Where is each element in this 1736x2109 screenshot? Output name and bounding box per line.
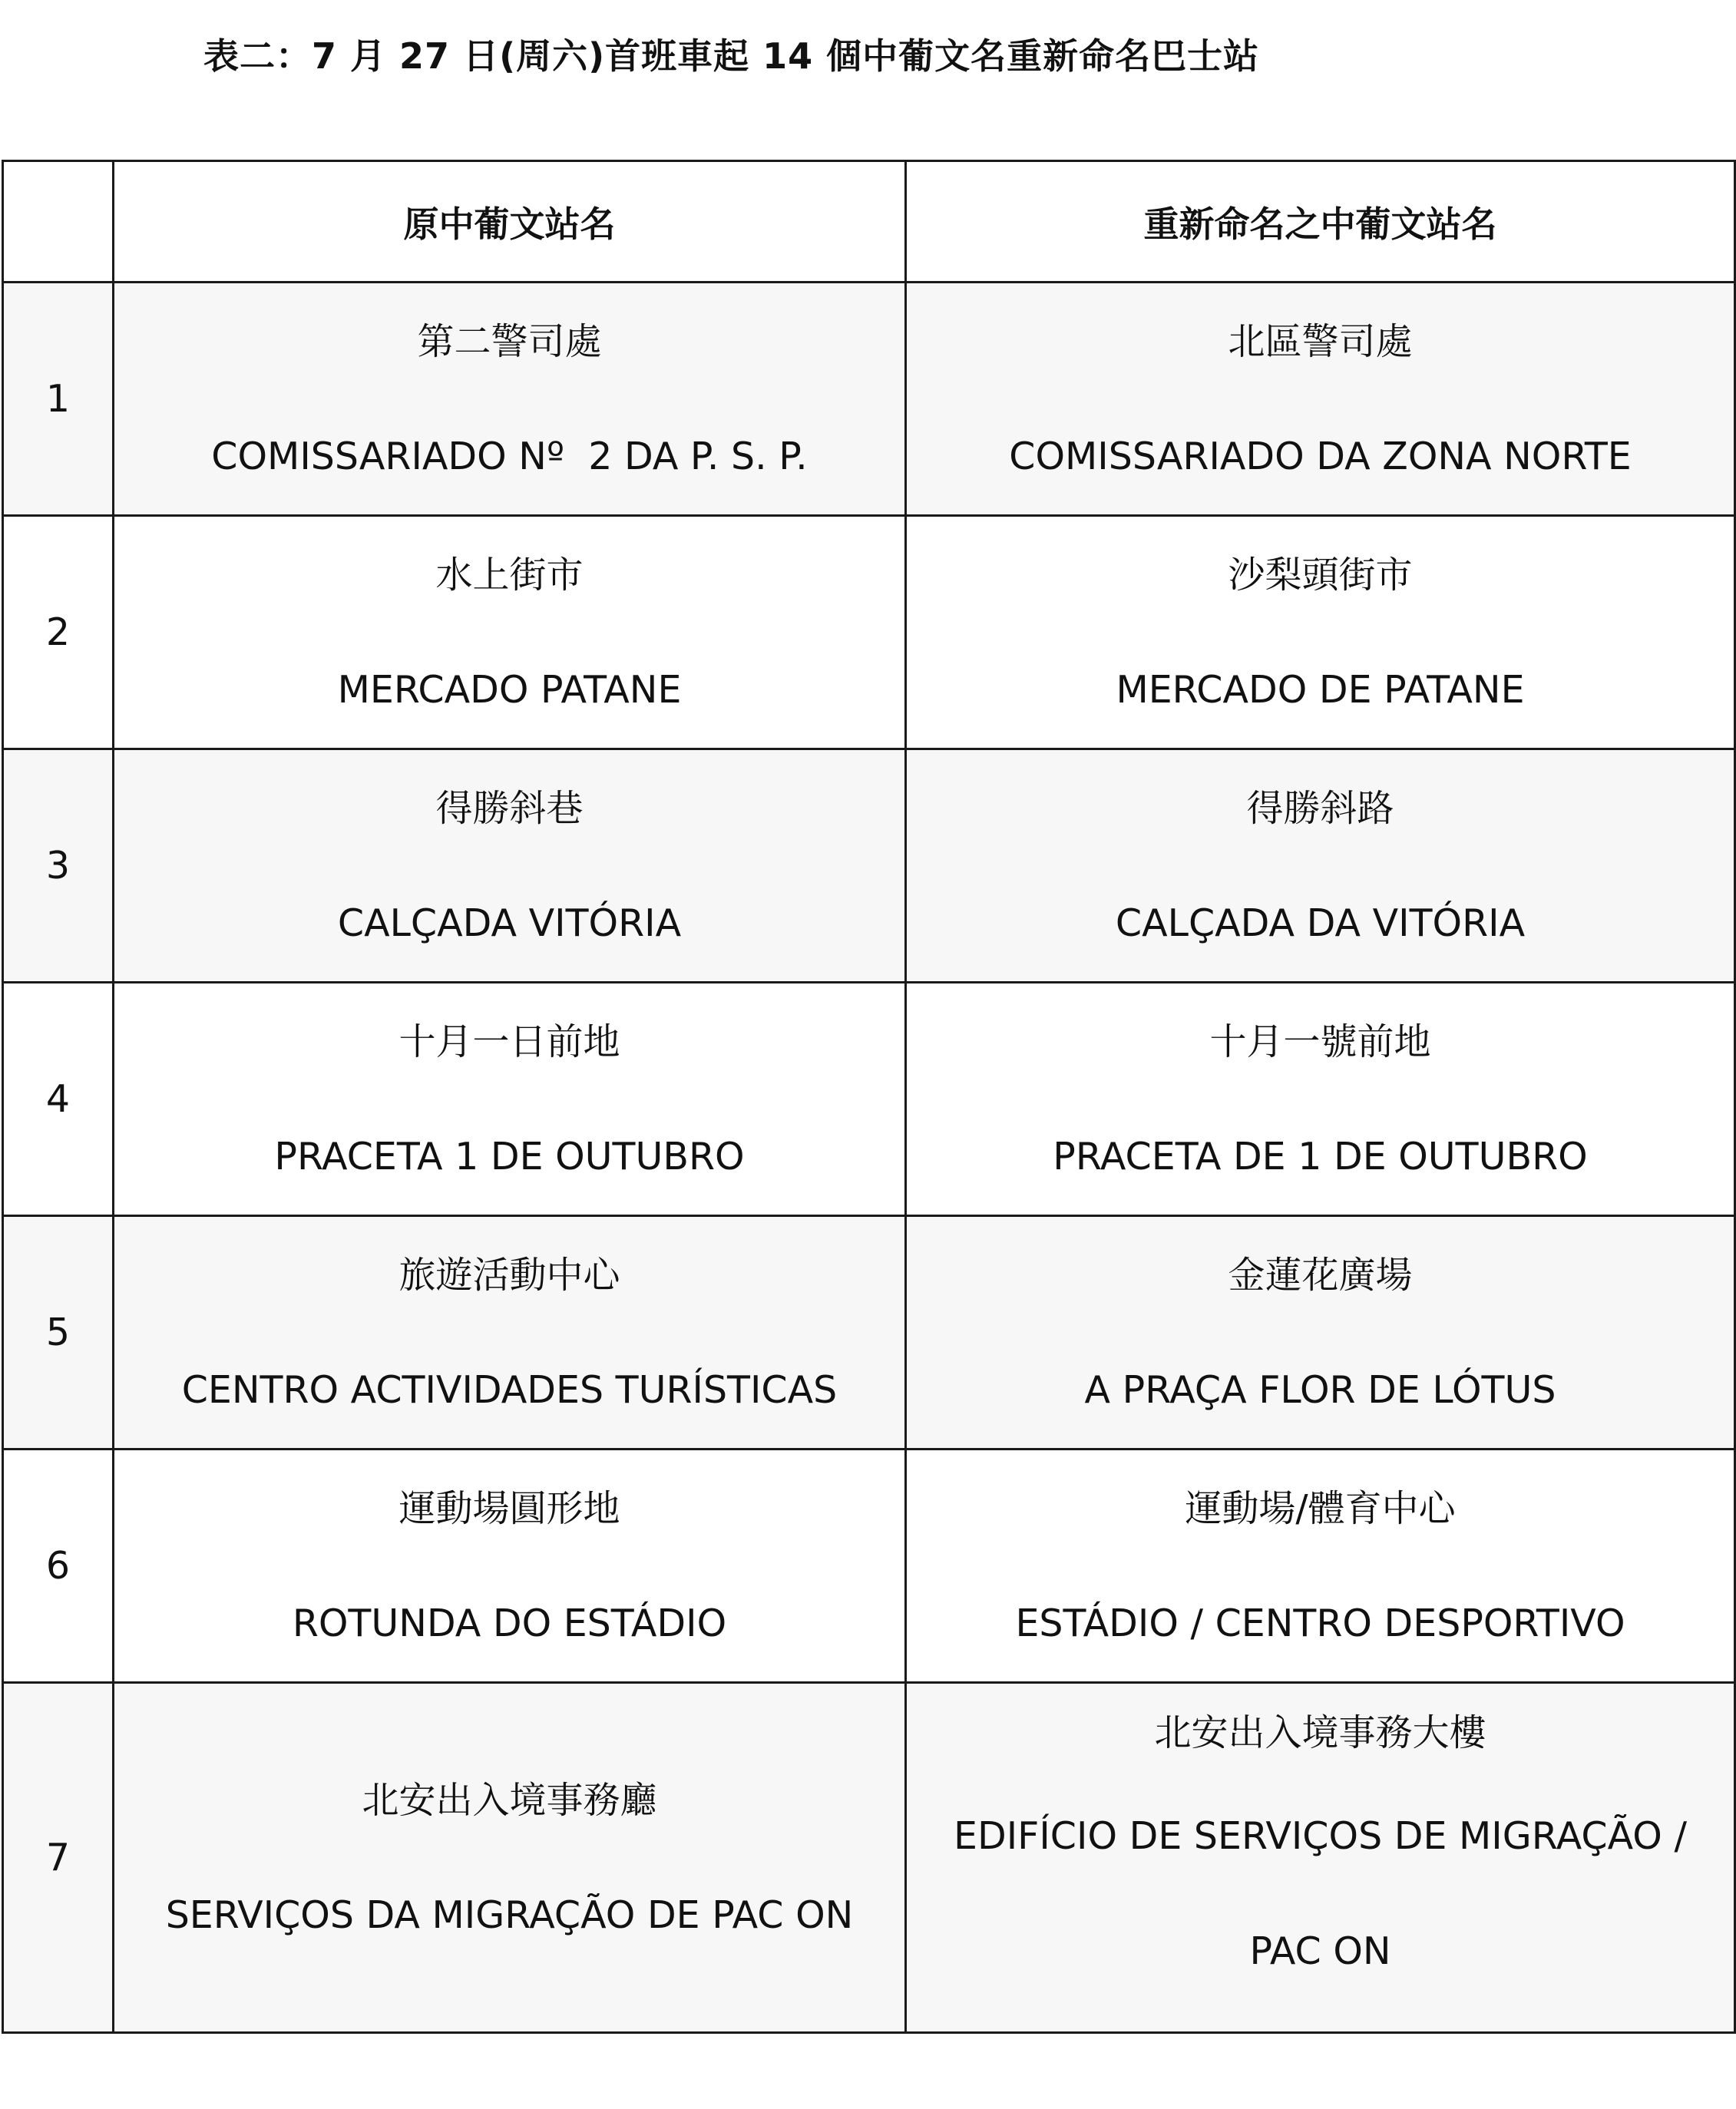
renamed-name-pt: PRACETA DE 1 DE OUTUBRO (1053, 1134, 1588, 1178)
renamed-name-zh: 北區警司處 (1228, 319, 1413, 363)
renamed-name-cell (906, 983, 1735, 1216)
original-name-cell (114, 749, 906, 983)
renamed-name-pt: MERCADO DE PATANE (1116, 667, 1525, 712)
renamed-name-zh: 十月一號前地 (1209, 1020, 1431, 1063)
renamed-name-zh: 得勝斜路 (1246, 786, 1394, 830)
original-name-cell (114, 516, 906, 749)
row-number: 5 (3, 1216, 114, 1450)
table-row (3, 516, 1735, 749)
bus-stop-rename-table (2, 160, 1736, 2034)
original-name-cell (114, 283, 906, 516)
renamed-name-cell (906, 283, 1735, 516)
original-name-zh: 十月一日前地 (398, 1020, 620, 1063)
renamed-name-zh: 運動場/體育中心 (1185, 1486, 1456, 1530)
table-row (3, 1683, 1735, 2033)
row-number: 3 (3, 749, 114, 983)
original-name-pt: CENTRO ACTIVIDADES TURÍSTICAS (181, 1367, 838, 1412)
renamed-name-zh: 沙梨頭街市 (1228, 553, 1413, 597)
renamed-name-zh: 金蓮花廣場 (1228, 1253, 1413, 1297)
original-name-pt: SERVIÇOS DA MIGRAÇÃO DE PAC ON (165, 1892, 854, 1937)
renamed-name-zh: 北安出入境事務大樓 (1154, 1711, 1486, 1754)
renamed-name-pt: COMISSARIADO DA ZONA NORTE (1009, 434, 1632, 478)
row-number: 4 (3, 983, 114, 1216)
table-row (3, 1450, 1735, 1683)
renamed-name-cell (906, 1216, 1735, 1450)
original-name-pt: ROTUNDA DO ESTÁDIO (292, 1601, 727, 1645)
original-name-pt: MERCADO PATANE (337, 667, 682, 712)
table-row (3, 983, 1735, 1216)
original-name-zh: 旅遊活動中心 (398, 1253, 620, 1297)
original-name-cell (114, 1450, 906, 1683)
row-number: 2 (3, 516, 114, 749)
row-number: 7 (3, 1683, 114, 2033)
renamed-name-pt: A PRAÇA FLOR DE LÓTUS (1084, 1367, 1556, 1412)
original-name-cell (114, 983, 906, 1216)
table-header-row (3, 161, 1735, 283)
renamed-name-cell (906, 516, 1735, 749)
row-number: 6 (3, 1450, 114, 1683)
original-name-pt: PRACETA 1 DE OUTUBRO (274, 1134, 745, 1178)
table-row (3, 749, 1735, 983)
original-name-cell (114, 1683, 906, 2033)
renamed-name-pt: EDIFÍCIO DE SERVIÇOS DE MIGRAÇÃO / PAC ON (954, 1814, 1687, 1973)
original-name-zh: 北安出入境事務廳 (362, 1778, 657, 1822)
header-original-name: 原中葡文站名 (114, 161, 906, 283)
header-renamed-name: 重新命名之中葡文站名 (906, 161, 1735, 283)
renamed-name-cell (906, 1450, 1735, 1683)
original-name-zh: 得勝斜巷 (435, 786, 584, 830)
renamed-name-pt: CALÇADA DA VITÓRIA (1115, 901, 1526, 945)
renamed-name-cell (906, 749, 1735, 983)
document-title: 表二：7 月 27 日(周六)首班車起 14 個中葡文名重新命名巴士站 (203, 35, 1260, 77)
row-number: 1 (3, 283, 114, 516)
renamed-name-cell (906, 1683, 1735, 2033)
table-row (3, 1216, 1735, 1450)
header-number (3, 161, 114, 283)
original-name-zh: 第二警司處 (417, 319, 602, 363)
original-name-pt: COMISSARIADO Nº 2 DA P. S. P. (211, 434, 808, 478)
original-name-zh: 運動場圓形地 (398, 1486, 620, 1530)
renamed-name-pt: ESTÁDIO / CENTRO DESPORTIVO (1015, 1601, 1625, 1645)
table-row (3, 283, 1735, 516)
original-name-pt: CALÇADA VITÓRIA (337, 901, 682, 945)
original-name-cell (114, 1216, 906, 1450)
original-name-zh: 水上街市 (435, 553, 584, 597)
